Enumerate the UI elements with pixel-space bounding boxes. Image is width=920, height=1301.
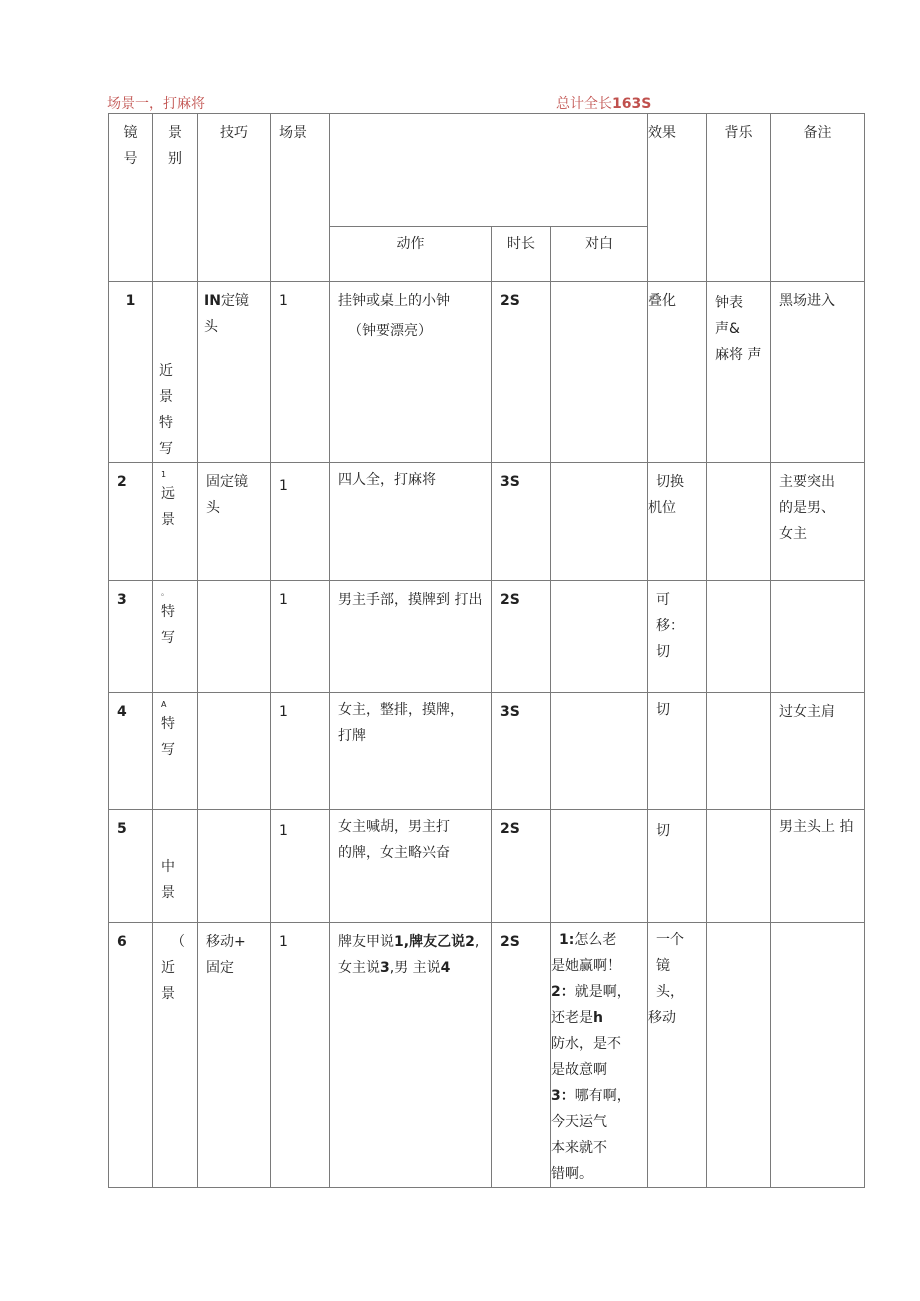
music: 钟表 声& 麻将 声 — [715, 295, 762, 363]
duration: 2S — [500, 821, 520, 837]
dialogue — [551, 693, 648, 810]
dialogue — [551, 810, 648, 923]
action: 挂钟或桌上的小钟 （钟要漂亮） — [338, 293, 450, 339]
col-header-effect: 效果 — [648, 114, 707, 282]
shot-size: 1 远 景 — [161, 470, 175, 528]
col-header-duration: 时长 — [492, 227, 551, 282]
table-row — [109, 923, 865, 1188]
table-row — [109, 282, 865, 463]
storyboard-table — [108, 113, 865, 1188]
scene-number: 1 — [279, 823, 288, 839]
shot-number: 2 — [117, 474, 127, 490]
technique — [198, 693, 271, 810]
dialogue: 1:怎么老 是她赢啊！ 2：就是啊， 还老是h 防水，是不 是故意啊 3：哪有啊， 今天运气 本来就不 错啊。 — [551, 932, 631, 1182]
scene-number: 1 — [279, 293, 288, 309]
total-length-value: 163S — [612, 96, 652, 112]
music — [707, 693, 771, 810]
effect: 切 — [656, 702, 671, 718]
shot-number: 6 — [117, 934, 127, 950]
notes: 男主头上 拍 — [779, 819, 854, 835]
notes: 主要突出 的是男、 女主 — [779, 474, 836, 542]
shot-size: （ 近 景 — [161, 934, 185, 1002]
effect: 可 移： 切 — [656, 592, 685, 660]
shot-number: 5 — [117, 821, 127, 837]
scene-number: 1 — [279, 704, 288, 720]
action: 女主，整排，摸牌， 打牌 — [338, 702, 464, 744]
scene-number: 1 — [279, 592, 288, 608]
shot-size: 。 特 写 — [161, 588, 175, 646]
table-row — [109, 810, 865, 923]
table-row — [109, 463, 865, 581]
dialogue — [551, 282, 648, 463]
technique — [198, 810, 271, 923]
shot-number: 4 — [117, 704, 127, 720]
col-header-shot-no: 镜 号 — [109, 114, 153, 282]
shot-size: 中 景 — [161, 859, 175, 901]
col-header-music: 背乐 — [707, 114, 771, 282]
action: 牌友甲说1,牌友乙说2,女主说3,男 主说4 — [338, 934, 480, 976]
table-row — [109, 693, 865, 810]
shot-size: A 特 写 — [161, 700, 175, 758]
duration: 2S — [500, 592, 520, 608]
effect: 一个 镜 头， 移动 — [648, 932, 685, 1026]
col-header-dialogue: 对白 — [551, 227, 648, 282]
col-header-action: 动作 — [330, 227, 492, 282]
scene-number: 1 — [279, 934, 288, 950]
effect: 切换 机位 — [648, 474, 685, 516]
duration: 2S — [500, 293, 520, 309]
effect: 切 — [656, 823, 671, 839]
col-header-shot-size: 景 别 — [153, 114, 198, 282]
technique: IN定镜 头 — [204, 293, 249, 335]
total-length — [556, 93, 651, 113]
music — [707, 581, 771, 693]
notes — [771, 923, 865, 1188]
action: 男主手部，摸牌到 打出 — [338, 592, 483, 608]
action: 四人全，打麻将 — [338, 472, 436, 488]
notes — [771, 581, 865, 693]
music — [707, 923, 771, 1188]
dialogue — [551, 463, 648, 581]
notes: 过女主肩 — [779, 704, 836, 720]
notes: 黑场进入 — [779, 293, 836, 309]
header-row-top — [109, 114, 865, 227]
duration: 3S — [500, 474, 520, 490]
music — [707, 810, 771, 923]
col-header-blank — [330, 114, 648, 227]
technique: 移动+ 固定 — [206, 934, 246, 976]
dialogue — [551, 581, 648, 693]
shot-number: 3 — [117, 592, 127, 608]
col-header-technique: 技巧 — [198, 114, 271, 282]
technique: 固定镜 头 — [206, 474, 248, 516]
music — [707, 463, 771, 581]
effect: 叠化 — [648, 293, 677, 309]
total-length-label: 总计全长 — [556, 96, 612, 112]
technique — [198, 581, 271, 693]
shot-number: 1 — [125, 293, 136, 309]
shot-size: 近 景 特 写 — [159, 363, 173, 457]
col-header-notes: 备注 — [771, 114, 865, 282]
duration: 3S — [500, 704, 520, 720]
table-row — [109, 581, 865, 693]
action: 女主喊胡，男主打 的牌，女主略兴奋 — [338, 819, 450, 861]
duration: 2S — [500, 934, 520, 950]
scene-title: 场景一，打麻将 — [107, 96, 205, 112]
scene-number: 1 — [279, 478, 288, 494]
col-header-scene: 场景 — [271, 114, 330, 282]
